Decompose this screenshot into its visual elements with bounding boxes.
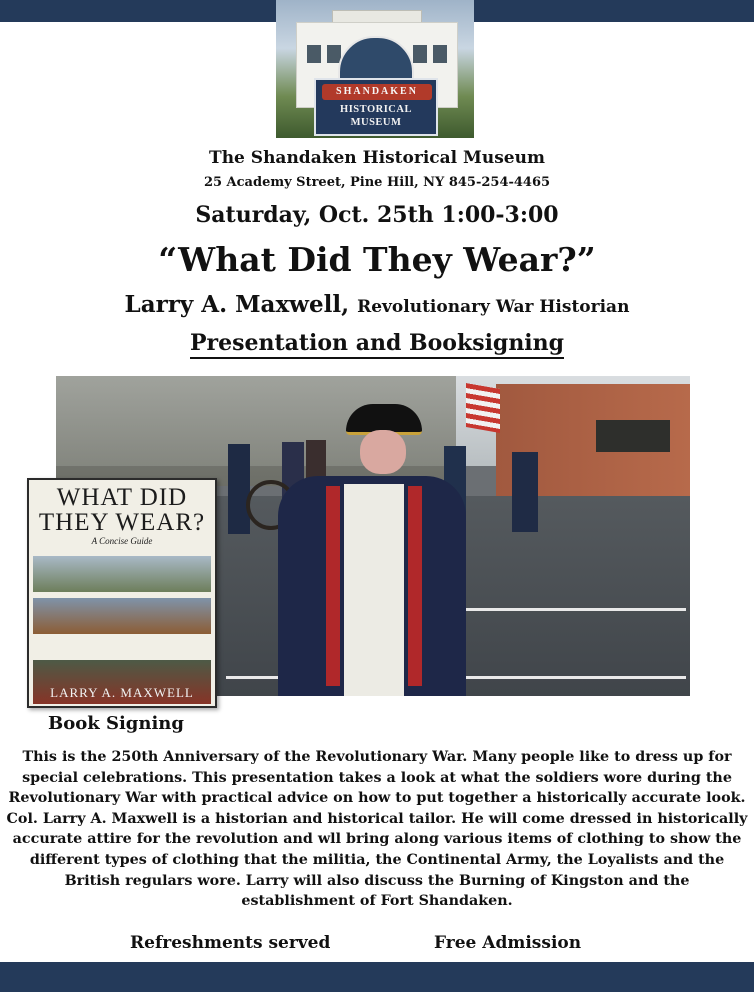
book-author: LARRY A. MAXWELL xyxy=(50,685,194,700)
event-date-time: Saturday, Oct. 25th 1:00-3:00 xyxy=(195,202,559,228)
book-subtitle: A Concise Guide xyxy=(91,536,153,546)
speaker-line xyxy=(0,291,754,318)
logo-text-shandaken: SHANDAKEN xyxy=(322,84,432,100)
museum-address: 25 Academy Street, Pine Hill, NY 845-254-4465 xyxy=(203,175,551,190)
book-signing-caption: Book Signing xyxy=(48,713,184,734)
refreshments-note: Refreshments served xyxy=(130,933,331,953)
book-title-line2: THEY WEAR? xyxy=(38,509,206,536)
book-scene-1 xyxy=(33,556,211,592)
book-cover xyxy=(27,478,217,708)
logo-sign xyxy=(314,78,438,136)
event-title: “What Did They Wear?” xyxy=(158,240,596,279)
event-description: This is the 250th Anniversary of the Revolutionary War. Many people like to dress up for special celebrations. This presentation takes a look at what the soldiers wore during the Revolutionary War with practical advice on how to put together a historically accurate look. Col. Larry A. Maxwell is a historian and historical tailor. He will come dressed in historically accurate attire for the revolution and wll bring along various items of clothing to show the different types of clothing that the militia, the Continental Army, the Loyalists and the British regulars wore. Larry will also discuss the Burning of Kingston and the establishment of Fort Shandaken. xyxy=(6,749,748,910)
speaker-role: Revolutionary War Historian xyxy=(357,297,630,317)
logo-text-historical: HISTORICAL xyxy=(340,104,412,115)
logo-text-museum: MUSEUM xyxy=(350,117,402,128)
event-format xyxy=(0,330,754,356)
museum-name: The Shandaken Historical Museum xyxy=(209,148,545,168)
bottom-banner xyxy=(0,962,754,992)
museum-logo xyxy=(276,0,474,138)
book-title-line1: WHAT DID xyxy=(56,484,188,511)
event-format-text: Presentation and Booksigning xyxy=(190,330,564,359)
book-scene-2 xyxy=(33,598,211,634)
speaker-name: Larry A. Maxwell, xyxy=(124,291,350,318)
admission-note: Free Admission xyxy=(434,933,582,953)
